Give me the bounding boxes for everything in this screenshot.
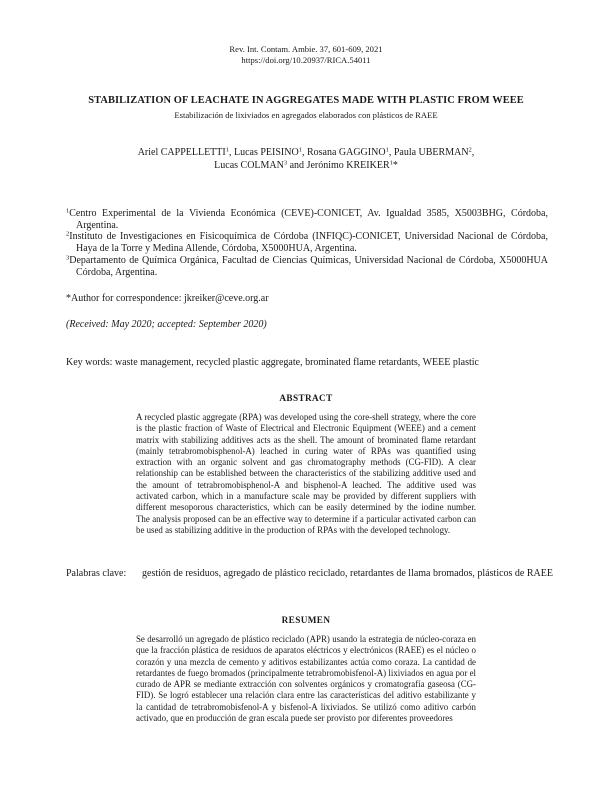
affiliation-3: $^3$Departamento de Química Orgánica, Facultad de Ciencias Químicas, Universidad Nacional de Córdoba, X5000HUA Córdoba, Argentina. xyxy=(66,254,548,278)
abstract-text: A recycled plastic aggregate (RPA) was developed using the core-shell strategy, where the core is the plastic fraction of Waste of Electrical and Electronic Equipment (WEEE) and a cement matrix with stabilizing additives acts as the shell. The amount of brominated flame retardant (mainly tetrabromobisphenol-A) leached in curing water of RPAs was quantified using extraction with an organic solvent and gas chromatography methods (CG-FID). A clear relationship can be established between the characteristics of the stabilizing additive used and the amount of tetrabromobisphenol-A and bisphenol-A leached. The additive used was activated carbon, which in a manufacture scale may be provided by different suppliers with different mesoporous characteristics, which can be easily determined by the iodine number. The analysis proposed can be an effective way to determine if a particular activated carbon can be used as stabilizing additive in the production of RPAs with the developed technology. xyxy=(136,412,476,535)
keywords: Key words: waste management, recycled plastic aggregate, brominated flame retardants, WEEE plastic xyxy=(66,357,479,368)
author: Lucas COLMAN$^3$ and xyxy=(214,159,307,171)
author: Ariel CAPPELLETTI$^1$, xyxy=(137,146,234,158)
journal-header xyxy=(0,44,612,66)
palabras-clave-text: gestión de residuos, agregado de plástico reciclado, retardantes de llama bromados, plásticos de RAEE xyxy=(142,568,553,579)
journal-citation: Rev. Int. Contam. Ambie. 37, 601-609, 2021 xyxy=(229,44,383,54)
paper-subtitle: Estabilización de lixiviados en agregados elaborados con plásticos de RAEE xyxy=(174,110,438,120)
author: Lucas PEISINO$^1$, xyxy=(233,146,307,158)
affiliation-2: $^2$Instituto de Investigaciones en Fisicoquímica de Córdoba (INFIQC)-CONICET, Universidad Nacional de Córdoba, Haya de la Torre y Medina Allende, Córdoba, X5000HUA, Argentina. xyxy=(66,230,548,255)
author: Paula UBERMAN$^2$, xyxy=(393,146,475,158)
paper-title: STABILIZATION OF LEACHATE IN AGGREGATES MADE WITH PLASTIC FROM WEEE xyxy=(88,95,524,106)
palabras-clave xyxy=(66,568,556,580)
abstract-heading: ABSTRACT xyxy=(279,393,333,403)
correspondence: *Author for correspondence: jkreiker@ceve.org.ar xyxy=(66,293,269,304)
resumen-text: Se desarrolló un agregado de plástico reciclado (APR) usando la estrategia de núcleo-coraza en que la fracción plástica de residuos de aparatos eléctricos y electrónicos (RAEE) es el núcleo o corazón y una mezcla de cemento y aditivos estabilizantes actúa como coraza. La cantidad de retardantes de fuego bromados (principalmente tetrabromobisfenol-A) lixiviados en agua por el curado de APR se mediante extracción con solventes orgánicos y cromatografía gaseosa (CG-FID). Se logró establecer una relación clara entre las características del aditivo estabilizante y la cantidad de tetrabromobisfenol-A y bisfenol-A lixiviados. Se utilizó como aditivo carbón activado, que en producción de gran escala puede ser provisto por diferentes proveedores xyxy=(136,634,476,724)
author: Rosana GAGGINO$^1$, xyxy=(306,146,394,158)
journal-doi[interactable]: https://doi.org/10.20937/RICA.54011 xyxy=(241,55,371,65)
affiliation-1: $^1$Centro Experimental de la Vivienda Económica (CEVE)-CONICET, Av. Igualdad 3585, X5003BHG, Córdoba, Argentina. xyxy=(66,207,548,231)
author-list xyxy=(0,147,612,172)
author: Jerónimo KREIKER$^1$* xyxy=(306,159,398,171)
affiliations xyxy=(66,208,548,278)
resumen-heading: RESUMEN xyxy=(281,615,331,625)
received-dates: (Received: May 2020; accepted: September 2020) xyxy=(66,319,267,330)
palabras-clave-label: Palabras clave: xyxy=(66,568,127,579)
